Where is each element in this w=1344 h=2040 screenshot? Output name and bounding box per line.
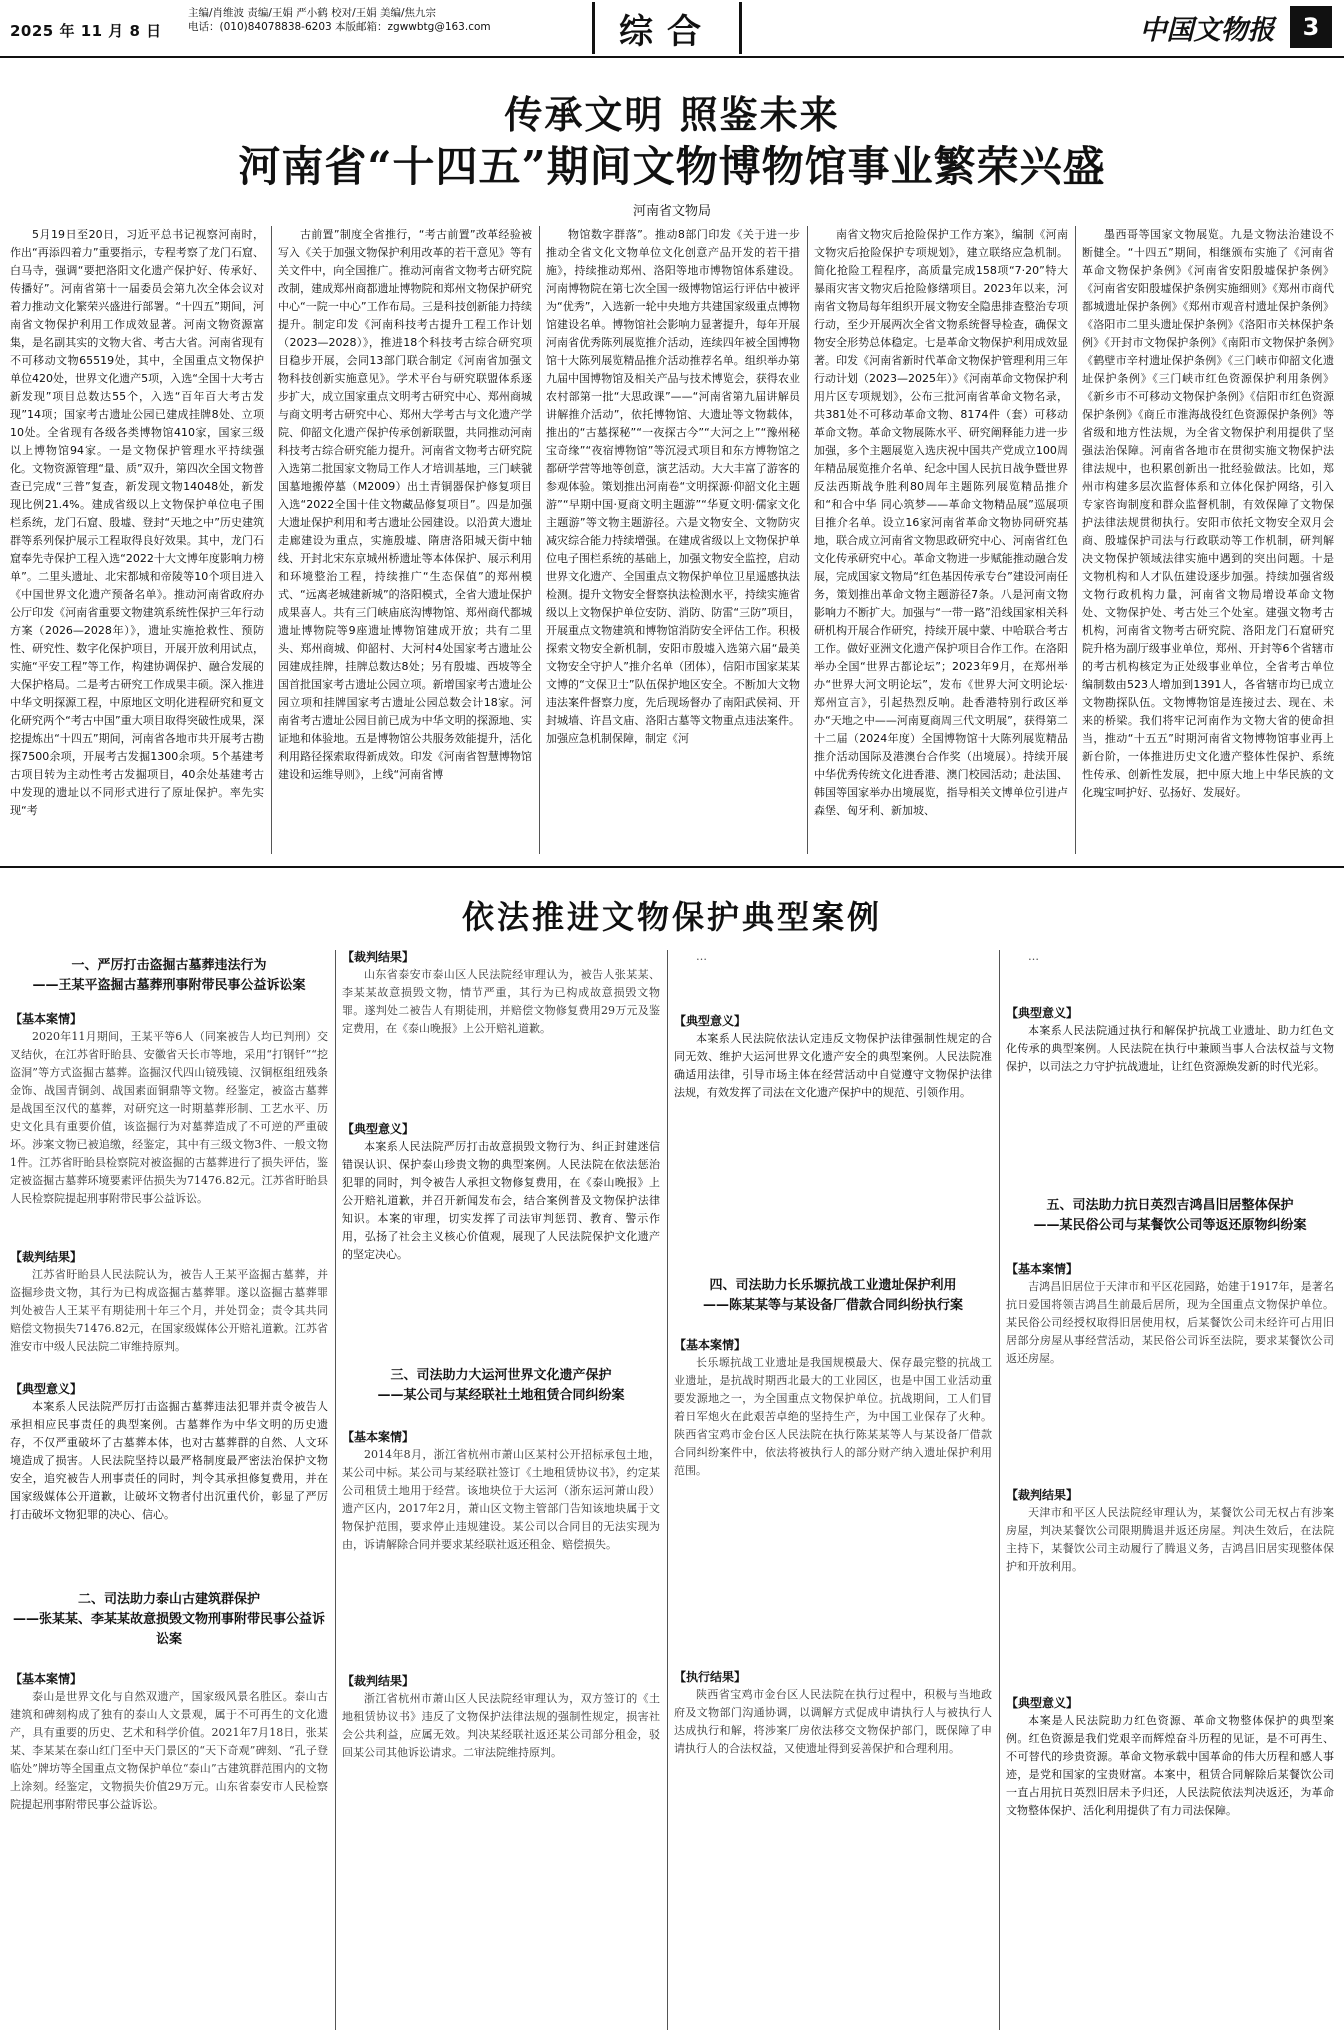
case-section-text xyxy=(10,1398,328,1560)
case-paragraph: 泰山是世界文化与自然双遗产，国家级风景名胜区。泰山古建筑和碑刻构成了独有的泰山人文景观，属于不可再生的文化遗产，具有重要的历史、艺术和科学价值。2021年7月18日，张某某、李某某在泰山红门至中天门景区的“天下奇观”碑刻、“孔子登临处”牌坊等全国重点文物保护单位“泰山”古建筑群范围内的文物上涂刻。经鉴定，文物损失价值29万元。山东省泰安市人民检察院提起刑事附带民事公益诉讼。 xyxy=(10,1690,328,1811)
article1-column-5 xyxy=(1082,226,1334,854)
case-section-text xyxy=(342,1138,660,1336)
article1-column-1 xyxy=(10,226,264,854)
case-section-text xyxy=(674,1686,992,1936)
column-divider xyxy=(1075,226,1076,854)
case-section-label: 【基本案情】 xyxy=(10,1672,83,1686)
case-title: 三、司法助力大运河世界文化遗产保护 xyxy=(390,1368,612,1383)
newspaper-logo: 中国文物报 xyxy=(1139,14,1275,46)
case-paragraph: 本案是人民法院助力红色资源、革命文物整体保护的典型案例。红色资源是我们党艰辛而辉煌奋斗历程的见证，是不可再生、不可替代的珍贵资源。革命文物承载中国革命的伟大历程和感人事迹，是党和国家的宝贵财富。本案中，租赁合同解除后某餐饮公司一直占用抗日英烈旧居未予归还，人民法院依法判决返还，为革命文物整体保护、活化利用提供了有力司法保障。 xyxy=(1006,1714,1334,1817)
case-section-text: … xyxy=(1028,950,1039,963)
section-title: 综合 xyxy=(592,2,742,54)
case-section-label: 【典型意义】 xyxy=(674,1014,747,1028)
case-subtitle: ——王某平盗掘古墓葬刑事附带民事公益诉讼案 xyxy=(32,978,306,993)
case-section-text xyxy=(10,1266,328,1374)
case-section-text xyxy=(1006,1022,1334,1166)
case-section-text xyxy=(342,1690,660,1870)
case-section-text: … xyxy=(696,950,707,963)
case-paragraph: 本案系人民法院通过执行和解保护抗战工业遗址、助力红色文化传承的典型案例。人民法院在执行中兼顾当事人合法权益与文物保护，以司法之力守护抗战遗址，让红色资源焕发新的时代光彩。 xyxy=(1006,1024,1334,1073)
case-section-label: 【裁判结果】 xyxy=(1006,1488,1079,1502)
case-paragraph: 天津市和平区人民法院经审理认为，某餐饮公司无权占有涉案房屋，判决某餐饮公司限期腾退并返还房屋。判决生效后，在法院主持下，某餐饮公司主动履行了腾退义务，吉鸿昌旧居实现整体保护和开放利用。 xyxy=(1006,1506,1334,1573)
case-paragraph: 陕西省宝鸡市金台区人民法院在执行过程中，积极与当地政府及文物部门沟通协调，以调解方式促成申请执行人与被执行人达成执行和解，将涉案厂房依法移交文物保护部门，既保障了申请执行人的合法权益，又使遗址得到妥善保护和合理利用。 xyxy=(674,1688,992,1755)
article2-column-2 xyxy=(342,948,660,2032)
case-paragraph: 2014年8月，浙江省杭州市萧山区某村公开招标承包土地，某公司中标。某公司与某经联社签订《土地租赁协议书》，约定某公司租赁土地用于经营。该地块位于大运河（浙东运河萧山段）遗产区内，2017年2月，萧山区文物主管部门告知该地块属于文物保护范围，要求停止违规建设。某公司以合同目的无法实现为由，诉请解除合同并要求某经联社返还租金、赔偿损失。 xyxy=(342,1448,660,1551)
case-section-label: 【典型意义】 xyxy=(1006,1006,1079,1020)
article1-paragraph: 古前置”制度全省推行，“考古前置”改革经验被写入《关于加强文物保护利用改革的若干意见》等有关文件中，向全国推广。推动河南省文物考古研究院改制，建成郑州商都遗址博物院和郑州文物保护研究中心“一院一中心”工作布局。三是科技创新能力持续提升。制定印发《河南科技考古提升工程工作计划（2023—2028）》，推进18个科技考古综合研究项目稳步开展，会同13部门联合制定《河南省加强文物科技创新实施意见》。学术平台与研究联盟体系逐步扩大，成立国家重点文明考古研究中心、郑州商城与商文明考古研究中心、郑州大学考古与文化遗产学院、仰韶文化遗产保护传承创新联盟，共同推动河南科技考古综合研究能力提升。河南省文物考古研究院入选第二批国家文物局工作人才培训基地，三门峡虢国墓地搬停墓（M2009）出土青铜器保护修复项目入选“2022全国十佳文物藏品修复项目”。四是加强大遗址保护利用和考古遗址公园建设。以沿黄大遗址走廊建设为重点，实施殷墟、隋唐洛阳城天街中轴线、开封北宋东京城州桥遗址等本体保护、展示利用和环境整治工程，持续推广“生态保值”的郑州模式、“远离老城建新城”的洛阳模式，全省大遗址保护成果喜人。共有三门峡庙底沟博物馆、郑州商代都城遗址博物院等9座遗址博物馆建成开放；共有二里头、郑州商城、仰韶村、大河村4处国家考古遗址公园建成挂牌，挂牌总数达8处；另有殷墟、西坡等全国首批国家考古遗址公园立项。新增国家考古遗址公园立项和挂牌国家考古遗址公园总数会计18家。河南省考古遗址公园目前已成为中华文明的探源地、实证地和体验地。五是博物馆公共服务效能提升，活化利用路径探索取得新成效。印发《河南省智慧博物馆建设和运维导则》，上线“河南省博 xyxy=(278,228,532,781)
article1-paragraph: 5月19日至20日，习近平总书记视察河南时，作出“再添四着力”重要指示，专程考察了龙门石窟、白马寺，强调“要把洛阳文化遗产保护好、传承好、传播好”。河南省第十一届委员会第九次全体会议对着力推动文化繁荣兴盛进行部署。“十四五”期间，河南省文物保护利用工作成效显著。河南文物资源富集，是名副其实的文物大省、考古大省。河南省现有不可移动文物65519处，其中，全国重点文物保护单位420处，世界文化遗产5项，入选“全国十大考古新发现”项目总数达55个，入选“百年百大考古发现”14项；国家考古遗址公园已建成挂牌8处、立项10处。全省现有各级各类博物馆410家，国家三级以上博物馆94家。一是文物保护管理水平持续强化。文物资源管理“量、质”双升，第四次全国文物普查已完成“三普”复查，新发现文物14048处，新发现比例21.4%。建成省级以上文物保护单位电子围栏系统，龙门石窟、殷墟、登封“天地之中”历史建筑群等系列保护展示工程取得良好效果。其中，龙门石窟奉先寺保护工程入选“2022十大文博年度影响力榜单”。二里头遗址、北宋都城和帝陵等10个项目进入《中国世界文化遗产预备名单》。推动河南省政府办公厅印发《河南省重要文物建筑系统性保护三年行动方案（2026—2028年）》，遗址实施抢救性、预防性、研究性、数字化保护项目，开展开放利用试点，实施“平安工程”等工作，构建协调保护、融合发展的大保护格局。二是考古研究工作成果丰硕。深入推进中华文明探源工程，中原地区文明化进程研究和夏文化研究两个“考古中国”重大项目取得突破性成果，深挖提炼出“十四五”期间，河南省各地市共开展考古勘探7500余项，开展考古发掘1300余项。5个基建考古项目转为主动性考古发掘项目，40余处基建考古中发现的遗址以不同形式进行了原址保护。率先实现“考 xyxy=(10,228,264,817)
case-paragraph: 长乐塬抗战工业遗址是我国规模最大、保存最完整的抗战工业遗址，是抗战时期西北最大的工业园区，也是中国工业活动重要发源地之一，为全国重点文物保护单位。抗战期间，工人们冒着日军炮火在此艰苦卓绝的坚持生产，为中国工业保存了火种。陕西省宝鸡市金台区人民法院在执行陈某某等人与某设备厂借款合同纠纷案件中，依法将被执行人的部分财产纳入遗址保护利用范围。 xyxy=(674,1356,992,1477)
article1-headline: 河南省“十四五”期间文物博物馆事业繁荣兴盛 xyxy=(238,142,1106,191)
case-title: 一、严厉打击盗掘古墓葬违法行为 xyxy=(71,958,267,973)
column-divider xyxy=(807,226,808,854)
case-subtitle: ——张某某、李某某故意损毁文物刑事附带民事公益诉讼案 xyxy=(12,1612,325,1647)
article2-column-4 xyxy=(1006,948,1334,2032)
case-section-label: 【基本案情】 xyxy=(10,1012,83,1026)
case-subtitle: ——某公司与某经联社土地租赁合同纠纷案 xyxy=(377,1388,625,1403)
case-subtitle: ——某民俗公司与某餐饮公司等返还原物纠纷案 xyxy=(1033,1218,1307,1233)
case-paragraph: 吉鸿昌旧居位于天津市和平区花园路，始建于1917年，是著名抗日爱国将领吉鸿昌生前最后居所，现为全国重点文物保护单位。某民俗公司经授权取得旧居使用权，后某餐饮公司未经许可占用旧居部分房屋从事经营活动，某民俗公司诉至法院，要求某餐饮公司返还房屋。 xyxy=(1006,1280,1334,1365)
article2-headline: 依法推进文物保护典型案例 xyxy=(461,898,882,936)
case-section-text xyxy=(1006,1712,1334,1928)
editors-line: 主编/肖维波 责编/王娟 严小鹤 校对/王娟 美编/焦九宗 xyxy=(188,7,437,19)
case-section-label: 【典型意义】 xyxy=(342,1122,415,1136)
article1-paragraph: 墨西哥等国家文物展览。九是文物法治建设不断健全。“十四五”期间，相继颁布实施了《河南省革命文物保护条例》《河南省安阳殷墟保护条例》《河南省安阳殷墟保护条例实施细则》《郑州市商代都城遗址保护条例》《郑州市观音村遗址保护条例》《洛阳市二里头遗址保护条例》《洛阳市关林保护条例》《开封市文物保护条例》《南阳市文物保护条例》《鹤壁市辛村遗址保护条例》《三门峡市仰韶文化遗址保护条例》《三门峡市红色资源保护利用条例》《新乡市不可移动文物保护条例》《信阳市红色资源保护条例》《商丘市淮海战役红色资源保护条例》等省级和地方性法规，为全省文物保护利用提供了坚强法治保障。河南省各地市在贯彻实施文物保护法律法规中，也积累创新出一批经验做法。比如，郑州市构建多层次监督体系和立体化保护网络，引入专家咨询制度和群众监督机制，有效保障了文物保护法律法规贯彻执行。安阳市依托文物安全双月会商、殷墟保护司法与行政联动等工作机制，研判解决文物保护领域法律实施中遇到的突出问题。十是文物机构和人才队伍建设逐步加强。持续加强省级文物行政机构力量，河南省文物局增设革命文物处、文物保护处、考古处三个处室。建强文物考古机构，河南省文物考古研究院、洛阳龙门石窟研究院升格为副厅级事业单位，郑州、开封等6个省辖市的考古机构核定为正处级事业单位，全省考古单位编制数由523人增加到1391人，各省辖市均已成立文物勘探队伍。文物博物馆是连接过去、现在、未来的桥梁。我们将牢记河南作为文物大省的使命担当，推动“十五五”时期河南省文物博物馆事业再上新台阶，一体推进历史文化遗产整体性保护、系统性传承、创新性发展，把中原大地上中华民族的文化瑰宝呵护好、弘扬好、发展好。 xyxy=(1082,228,1334,799)
case-title: 五、司法助力抗日英烈吉鸿昌旧居整体保护 xyxy=(1046,1198,1294,1213)
case-section-label: 【裁判结果】 xyxy=(342,950,415,964)
case-section-label: 【基本案情】 xyxy=(1006,1262,1079,1276)
article2-column-1 xyxy=(10,956,328,2032)
contact-line: 电话：(010)84078838-6203 本版邮箱：zgwwbtg@163.com xyxy=(188,21,491,33)
case-paragraph: 浙江省杭州市萧山区人民法院经审理认为，双方签订的《土地租赁协议书》违反了文物保护法律法规的强制性规定，损害社会公共利益，应属无效。判决某经联社返还某公司部分租金，驳回某公司其他诉讼请求。二审法院维持原判。 xyxy=(342,1692,660,1759)
case-section-text xyxy=(342,966,660,1110)
article1-paragraph: 物馆数字群落”。推动8部门印发《关于进一步推动全省文化文物单位文化创意产品开发的若干措施》，持续推动郑州、洛阳等地市博物馆体系建设。河南博物院在第七次全国一级博物馆运行评估中被评为“优秀”，入选新一轮中央地方共建国家级重点博物馆建设名单。博物馆社会影响力显著提升，每年开展河南省优秀陈列展览推介活动，连续四年被全国博物馆十大陈列展览精品推介活动推荐名单。组织举办第九届中国博物馆及相关产品与技术博览会，获得农业农村部第一批“大思政课”——“河南省第九届讲解员讲解推介活动”，依托博物馆、大遗址等文物载体，推出的“古墓探秘”“一夜探古今”“大河之上”“豫州秘宝奇缘”“夜宿博物馆”等沉浸式项目和东方博物馆之都研学营等地等创意，演艺活动。大大丰富了游客的参观体验。策划推出河南卷“文明探源·仰韶文化主题游”“早期中国·夏商文明主题游”“华夏文明·儒家文化主题游”等文物主题游径。六是文物安全、文物防灾减灾综合能力持续增强。在建成省级以上文物保护单位电子围栏系统的基础上，加强文物安全监控，启动世界文化遗产、全国重点文物保护单位卫星遥感执法检测。提升文物安全督察执法检测水平，持续实施省级以上文物保护单位安防、消防、防雷“三防”项目，开展重点文物建筑和博物馆消防安全评估工作。积极探索文物安全新机制，安阳市殷墟入选第六届“最美文物安全守护人”推介名单（团体），信阳市国家某某文博的“文保卫士”队伍保护地区安全。不断加大文物违法案件督察力度，先后现场督办了南阳武侯祠、开封城墙、许昌文庙、洛阳古墓等文物重点违法案件。加强应急机制保障，制定《河 xyxy=(546,228,800,745)
page-number: 3 xyxy=(1290,6,1332,48)
case-section-label: 【裁判结果】 xyxy=(342,1674,415,1688)
case-section-text xyxy=(674,1354,992,1660)
case-section-text xyxy=(1006,1504,1334,1684)
section-divider xyxy=(0,866,1344,868)
case-section-label: 【典型意义】 xyxy=(1006,1696,1079,1710)
case-paragraph: 2020年11月期间，王某平等6人（同案被告人均已判刑）交叉结伙，在江苏省盱眙县、安徽省天长市等地，采用“打钢钎”“挖盗洞”等方式盗掘古墓葬。盗掘汉代四山镜残镜、汉铜枢组纽残条金饰、战国青铜剑、战国素面铜鼎等文物。经鉴定，被盗古墓葬是战国至汉代的墓葬，对研究这一时期墓葬形制、工艺水平、历史文化具有重要价值，该盗掘行为对墓葬造成了不可逆的严重破坏。涉案文物已被追缴，经鉴定，其中有三级文物3件、一般文物1件。江苏省盱眙县检察院对被盗掘的古墓葬进行了损失评估，鉴定被盗掘古墓葬环境要素评估损失为71476.82元。江苏省盱眙县人民检察院提起刑事附带民事公益诉讼。 xyxy=(10,1030,328,1205)
case-paragraph: 山东省泰安市泰山区人民法院经审理认为，被告人张某某、李某某故意损毁文物，情节严重，其行为已构成故意损毁文物罪。遂判处二被告人有期徒刑，并赔偿文物修复费用29万元及鉴定费用，在《泰山晚报》上公开赔礼道歉。 xyxy=(342,968,660,1035)
article1-column-2 xyxy=(278,226,532,854)
article1-paragraph: 南省文物灾后抢险保护工作方案》，编制《河南文物灾后抢险保护专项规划》，建立联络应急机制。简化抢险工程程序，高质量完成158项“7·20”特大暴雨灾害文物灾后抢险修缮项目。2023年以来，河南省文物局每年组织开展文物安全隐患排查整治专项行动，至少开展两次全省文物系统督导检查，确保文物安全形势总体稳定。七是革命文物保护利用成效显著。印发《河南省新时代革命文物保护管理利用三年行动计划（2023—2025年）》《河南革命文物保护利用片区专项规划》，公布三批河南省革命文物名录，共381处不可移动革命文物、8174件（套）可移动革命文物。革命文物展陈水平、研究阐释能力进一步加强，多个主题展览入选庆祝中国共产党成立100周年精品展览推介名单、纪念中国人民抗日战争暨世界反法西斯战争胜利80周年主题陈列展览精品推介和“和合中华 同心筑梦——革命文物精品展”巡展项目推介名单。设立16家河南省革命文物协同研究基地，联合成立河南省文物思政研究中心、河南省红色文化传承研究中心。革命文物进一步赋能推动融合发展，完成国家文物局“红色基因传承专台”建设河南任务，策划推出革命文物主题游径7条。八是河南文物影响力不断扩大。加强与“一带一路”沿线国家相关科研机构开展合作研究，持续开展中蒙、中哈联合考古工作。做好亚洲文化遗产保护项目合作工作。在洛阳举办全国“世界古都论坛”；2023年9月，在郑州举办“世界大河文明论坛”，发布《世界大河文明论坛·郑州宣言》，引起热烈反响。赴香港特别行政区举办“天地之中——河南夏商周三代文明展”，获得第二十二届（2024年度）全国博物馆十大陈列展览精品推介活动国际及港澳台合作奖（出境展）。持续开展中华优秀传统文化进香港、澳门校园活动；赴法国、韩国等国家举办出境展览，指导相关文博单位引进卢森堡、匈牙利、新加坡、 xyxy=(814,228,1068,817)
case-section-text xyxy=(10,1028,328,1242)
case-section-label: 【基本案情】 xyxy=(342,1430,415,1444)
article1-column-4 xyxy=(814,226,1068,854)
column-divider xyxy=(999,950,1000,2030)
case-subtitle: ——陈某某等与某设备厂借款合同纠纷执行案 xyxy=(702,1298,963,1313)
case-paragraph: 本案系人民法院严厉打击盗掘古墓葬违法犯罪并责令被告人承担相应民事责任的典型案例。古墓葬作为中华文明的历史遗存，不仅严重破坏了古墓葬本体，也对古墓葬群的自然、人文环境造成了损害。人民法院坚持以最严格制度最严密法治保护文物安全，追究被告人刑事责任的同时，判令其承担修复费用，并在国家级媒体公开道歉，让破坏文物者付出沉重代价，彰显了严厉打击破坏文物犯罪的决心、信心。 xyxy=(10,1400,328,1521)
column-divider xyxy=(271,226,272,854)
article1-column-3 xyxy=(546,226,800,854)
article1-byline: 河南省文物局 xyxy=(632,204,711,219)
case-title: 二、司法助力泰山古建筑群保护 xyxy=(77,1592,260,1607)
article2-column-3 xyxy=(674,948,992,2032)
column-divider xyxy=(667,950,668,2030)
case-paragraph: 本案系人民法院严厉打击故意损毁文物行为、纠正封建迷信错误认识、保护泰山珍贵文物的典型案例。人民法院在依法惩治犯罪的同时，判令被告人承担文物修复费用，在《泰山晚报》上公开赔礼道歉，并召开新闻发布会，结合案例普及文物保护法律知识。本案的审理，切实发挥了司法审判惩罚、教育、警示作用，弘扬了社会主义核心价值观，展现了人民法院保护文化遗产的坚定决心。 xyxy=(342,1140,660,1261)
case-section-text xyxy=(10,1688,328,1868)
case-section-text xyxy=(1006,1278,1334,1476)
case-section-text xyxy=(342,1446,660,1662)
case-section-label: 【执行结果】 xyxy=(674,1670,747,1684)
staff-credits xyxy=(188,6,548,34)
article1-kicker: 传承文明 照鉴未来 xyxy=(504,92,840,137)
case-paragraph: 本案系人民法院依法认定违反文物保护法律强制性规定的合同无效、维护大运河世界文化遗产安全的典型案例。人民法院准确适用法律，引导市场主体在经营活动中自觉遵守文物保护法律法规，有效发挥了司法在文化遗产保护中的规范、引领作用。 xyxy=(674,1032,992,1099)
case-title: 四、司法助力长乐塬抗战工业遗址保护利用 xyxy=(709,1278,957,1293)
case-section-label: 【典型意义】 xyxy=(10,1382,83,1396)
column-divider xyxy=(539,226,540,854)
case-section-label: 【裁判结果】 xyxy=(10,1250,83,1264)
case-paragraph: 江苏省盱眙县人民法院认为，被告人王某平盗掘古墓葬，并盗掘珍贵文物，其行为已构成盗掘古墓葬罪。遂以盗掘古墓葬罪判处被告人王某平有期徒刑十年三个月，并处罚金；责令其共同赔偿文物损失71476.82元，在国家级媒体公开赔礼道歉。江苏省淮安市中级人民法院二审维持原判。 xyxy=(10,1268,328,1353)
issue-date: 2025 年 11 月 8 日 xyxy=(10,22,162,40)
case-section-label: 【基本案情】 xyxy=(674,1338,747,1352)
case-section-text xyxy=(674,1030,992,1246)
column-divider xyxy=(335,950,336,2030)
